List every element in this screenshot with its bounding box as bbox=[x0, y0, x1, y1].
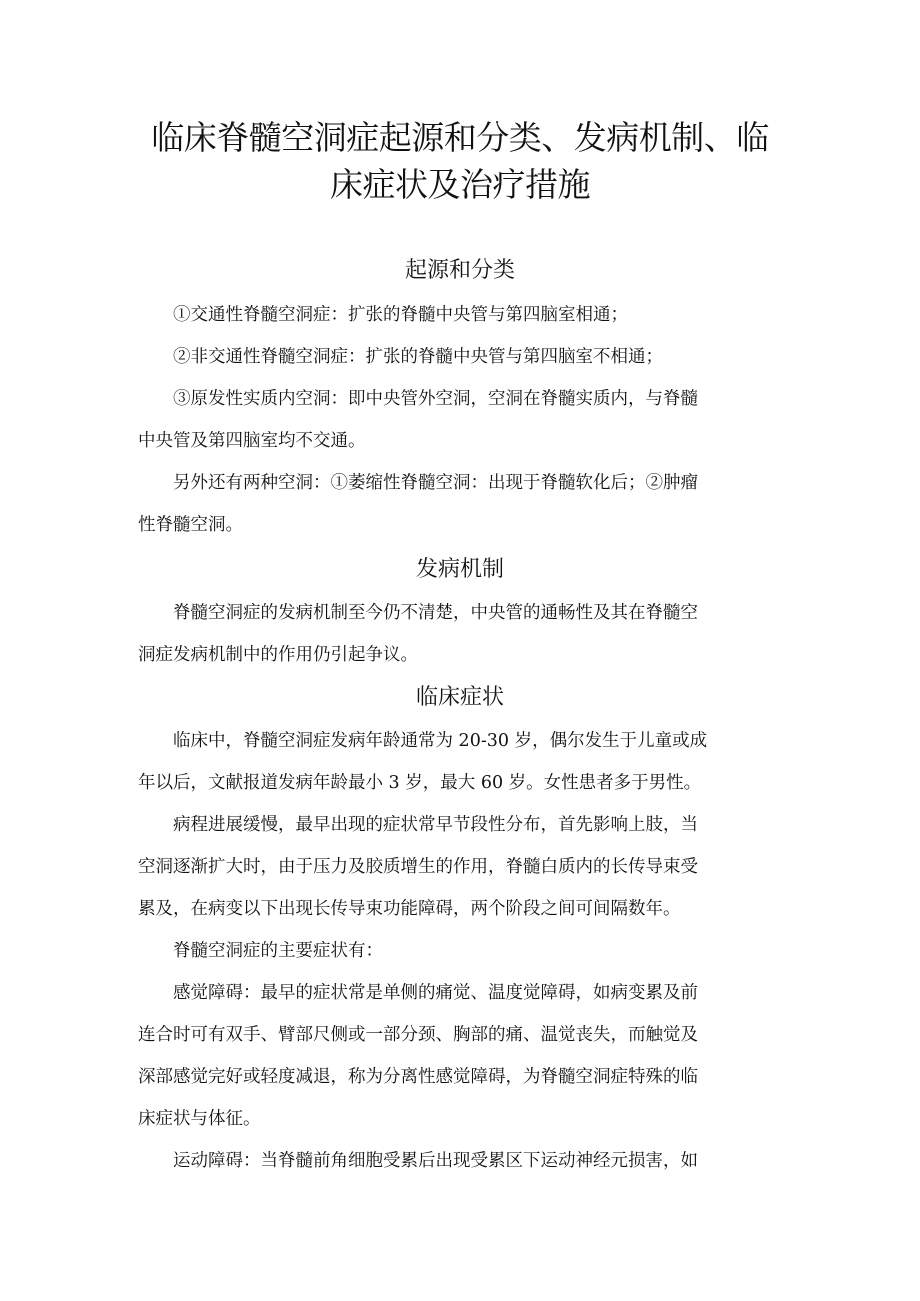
paragraph-origin-3 bbox=[138, 378, 784, 462]
text-line: 床症状与体征。 bbox=[138, 1109, 261, 1129]
text-line: 脊髓空洞症的发病机制至今仍不清楚，中央管的通畅性及其在脊髓空 bbox=[173, 603, 698, 623]
paragraph-symptoms-5 bbox=[138, 1140, 784, 1182]
paragraph-symptoms-2 bbox=[138, 804, 784, 930]
title-line-1: 临床脊髓空洞症起源和分类、发病机制、临 bbox=[151, 118, 769, 157]
paragraph-origin-1 bbox=[138, 294, 784, 336]
paragraph-origin-4 bbox=[138, 462, 784, 546]
text-line: ③原发性实质内空洞：即中央管外空洞，空洞在脊髓实质内，与脊髓 bbox=[173, 389, 698, 409]
text-line: ①交通性脊髓空洞症：扩张的脊髓中央管与第四脑室相通； bbox=[173, 305, 628, 325]
text-line: 脊髓空洞症的主要症状有： bbox=[173, 941, 383, 961]
text-line: 累及，在病变以下出现长传导束功能障碍，两个阶段之间可间隔数年。 bbox=[138, 899, 681, 919]
paragraph-symptoms-3 bbox=[138, 930, 784, 972]
text-line: 性脊髓空洞。 bbox=[138, 515, 243, 535]
section-heading-mechanism: 发病机制 bbox=[415, 557, 504, 582]
text-line: 连合时可有双手、臂部尺侧或一部分颈、胸部的痛、温觉丧失，而触觉及 bbox=[138, 1025, 698, 1045]
text-line: 临床中，脊髓空洞症发病年龄通常为 20-30 岁，偶尔发生于儿童或成 bbox=[173, 731, 708, 751]
text-line: 空洞逐渐扩大时，由于压力及胶质增生的作用，脊髓白质内的长传导束受 bbox=[138, 857, 698, 877]
paragraph-origin-2 bbox=[138, 336, 784, 378]
text-line: 中央管及第四脑室均不交通。 bbox=[138, 431, 366, 451]
paragraph-symptoms-4 bbox=[138, 972, 784, 1140]
section-heading-origin: 起源和分类 bbox=[404, 258, 515, 283]
text-line: 另外还有两种空洞：①萎缩性脊髓空洞：出现于脊髓软化后；②肿瘤 bbox=[173, 473, 698, 493]
paragraph-symptoms-1 bbox=[138, 720, 784, 804]
text-line: 洞症发病机制中的作用仍引起争议。 bbox=[138, 645, 418, 665]
document-title bbox=[100, 114, 820, 208]
text-line: 感觉障碍：最早的症状常是单侧的痛觉、温度觉障碍，如病变累及前 bbox=[173, 983, 698, 1003]
text-line: 病程进展缓慢，最早出现的症状常早节段性分布，首先影响上肢，当 bbox=[173, 815, 698, 835]
text-line: ②非交通性脊髓空洞症：扩张的脊髓中央管与第四脑室不相通； bbox=[173, 347, 663, 367]
section-heading-symptoms: 临床症状 bbox=[415, 685, 504, 710]
paragraph-mechanism-1 bbox=[138, 592, 784, 676]
text-line: 运动障碍：当脊髓前角细胞受累后出现受累区下运动神经元损害，如 bbox=[173, 1151, 698, 1171]
text-line: 深部感觉完好或轻度减退，称为分离性感觉障碍，为脊髓空洞症特殊的临 bbox=[138, 1067, 698, 1087]
title-line-2: 床症状及治疗措施 bbox=[330, 165, 590, 204]
text-line: 年以后，文献报道发病年龄最小 3 岁，最大 60 岁。女性患者多于男性。 bbox=[138, 773, 702, 793]
